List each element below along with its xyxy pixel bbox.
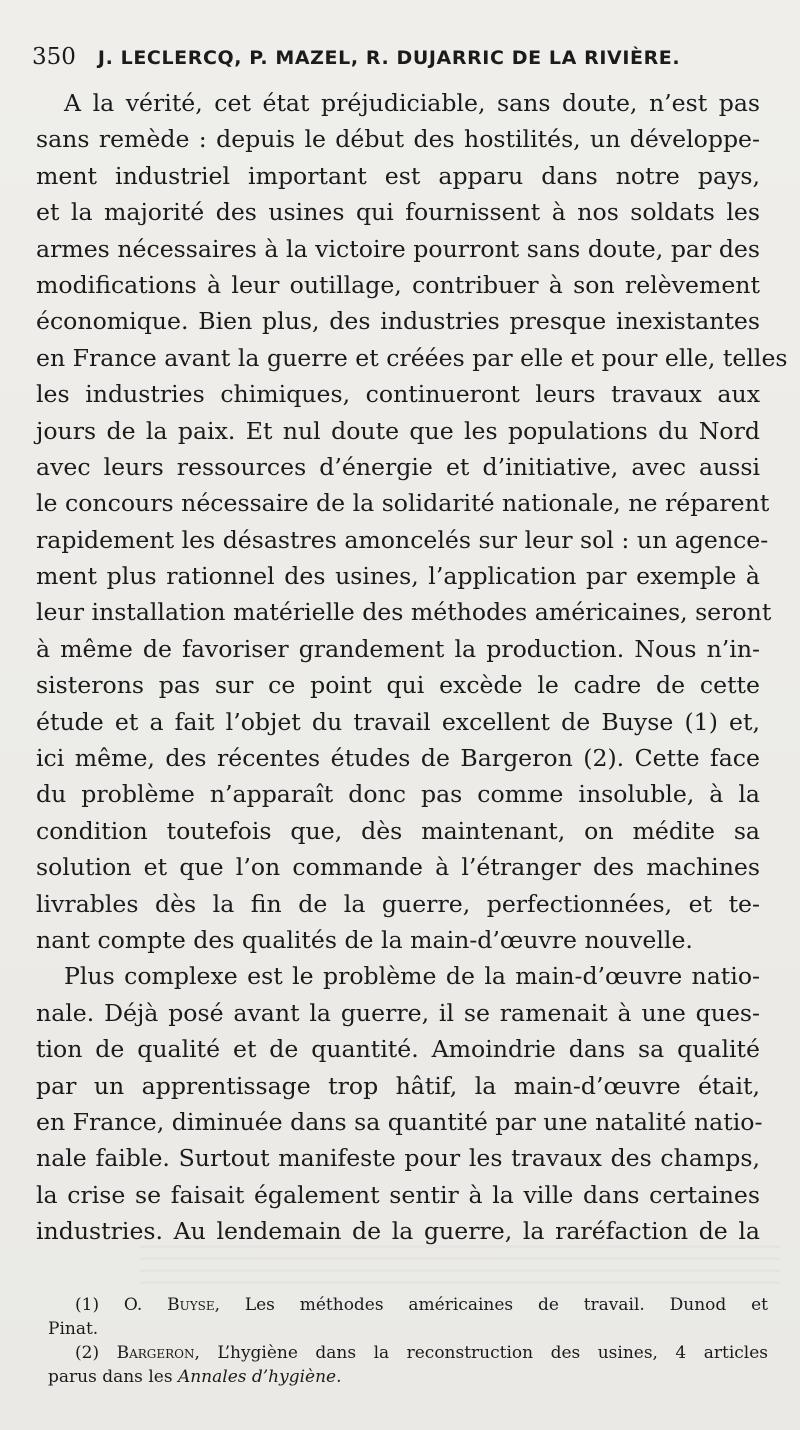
text-line: nale faible. Surtout manifeste pour les travaux des champs, [36,1144,760,1173]
bleed-through-texture [140,1245,780,1285]
text-line: la crise se faisait également sentir à la ville dans certaines [36,1180,760,1209]
text-line: rapidement les désastres amoncelés sur leur sol : un agence- [36,525,769,554]
text-line: condition toutefois que, dès maintenant, on médite sa [36,816,760,845]
running-head: J. LECLERCQ, P. MAZEL, R. DUJARRIC DE LA RIVIÈRE. [97,47,681,69]
footnote-author: O. Buyse [123,1295,215,1315]
footnote-author: Bargeron [116,1343,195,1363]
text-line: ment plus rationnel des usines, l’application par exemple à [36,562,760,591]
text-line: leur installation matérielle des méthodes américaines, seront [36,598,772,627]
journal-title: Annales d’hygiène [177,1367,337,1387]
text-line: tion de qualité et de quantité. Amoindrie dans sa qualité [36,1035,760,1064]
footnote-text: , Les méthodes américaines de travail. Dunod et [214,1295,769,1315]
text-line: armes nécessaires à la victoire pourront sans doute, par des [36,234,760,263]
text-line: Plus complexe est le problème de la main-d’œuvre natio- [64,962,760,991]
footnote-text: parus dans les [48,1367,178,1387]
footnote-text: . [336,1367,342,1387]
text-line: par un apprentissage trop hâtif, la main-d’œuvre était, [36,1071,760,1100]
text-line: du problème n’apparaît donc pas comme insoluble, à la [36,780,760,809]
text-line: en France avant la guerre et créées par elle et pour elle, telles [36,343,788,372]
page-header [32,44,762,76]
footnote-marker: (2) [75,1343,100,1363]
text-line: ment industriel important est apparu dans notre pays, [36,161,760,190]
text-line: avec leurs ressources d’énergie et d’initiative, avec aussi [36,452,760,481]
text-line: les industries chimiques, continueront leurs travaux aux [36,380,760,409]
text-line: et la majorité des usines qui fournissent à nos soldats les [36,198,760,227]
text-line: sans remède : depuis le début des hostilités, un développe- [36,125,760,154]
footnote-1-continuation: Pinat. [48,1319,99,1339]
footnote-text: , L’hygiène dans la reconstruction des usines, 4 articles [194,1343,768,1363]
text-line: nant compte des qualités de la main-d’œuvre nouvelle. [36,925,693,954]
text-line: modifications à leur outillage, contribuer à son relèvement [36,270,760,299]
text-line: le concours nécessaire de la solidarité nationale, ne réparent [36,489,770,518]
text-line: sisterons pas sur ce point qui excède le cadre de cette [36,671,760,700]
text-line: étude et a fait l’objet du travail excellent de Buyse (1) et, [36,707,760,736]
footnote-marker: (1) [75,1295,100,1315]
footnote-2-continuation [48,1365,768,1389]
text-line: en France, diminuée dans sa quantité par une natalité natio- [36,1107,763,1136]
text-line: ici même, des récentes études de Bargeron (2). Cette face [36,744,760,773]
text-line: à même de favoriser grandement la production. Nous n’in- [36,634,760,663]
page-number: 350 [32,44,76,70]
text-line: économique. Bien plus, des industries presque inexistantes [36,307,760,336]
footnotes [50,1293,768,1389]
footnote-2 [50,1341,768,1365]
footnote-1 [50,1293,768,1317]
text-line: livrables dès la fin de la guerre, perfectionnées, et te- [36,889,760,918]
text-line: jours de la paix. Et nul doute que les populations du Nord [36,416,760,445]
text-line: nale. Déjà posé avant la guerre, il se ramenait à une ques- [36,998,760,1027]
text-line: industries. Au lendemain de la guerre, la raréfaction de la [36,1217,760,1246]
text-line: solution et que l’on commande à l’étranger des machines [36,853,760,882]
body-text [36,85,788,1250]
text-line: A la vérité, cet état préjudiciable, sans doute, n’est pas [64,89,760,117]
